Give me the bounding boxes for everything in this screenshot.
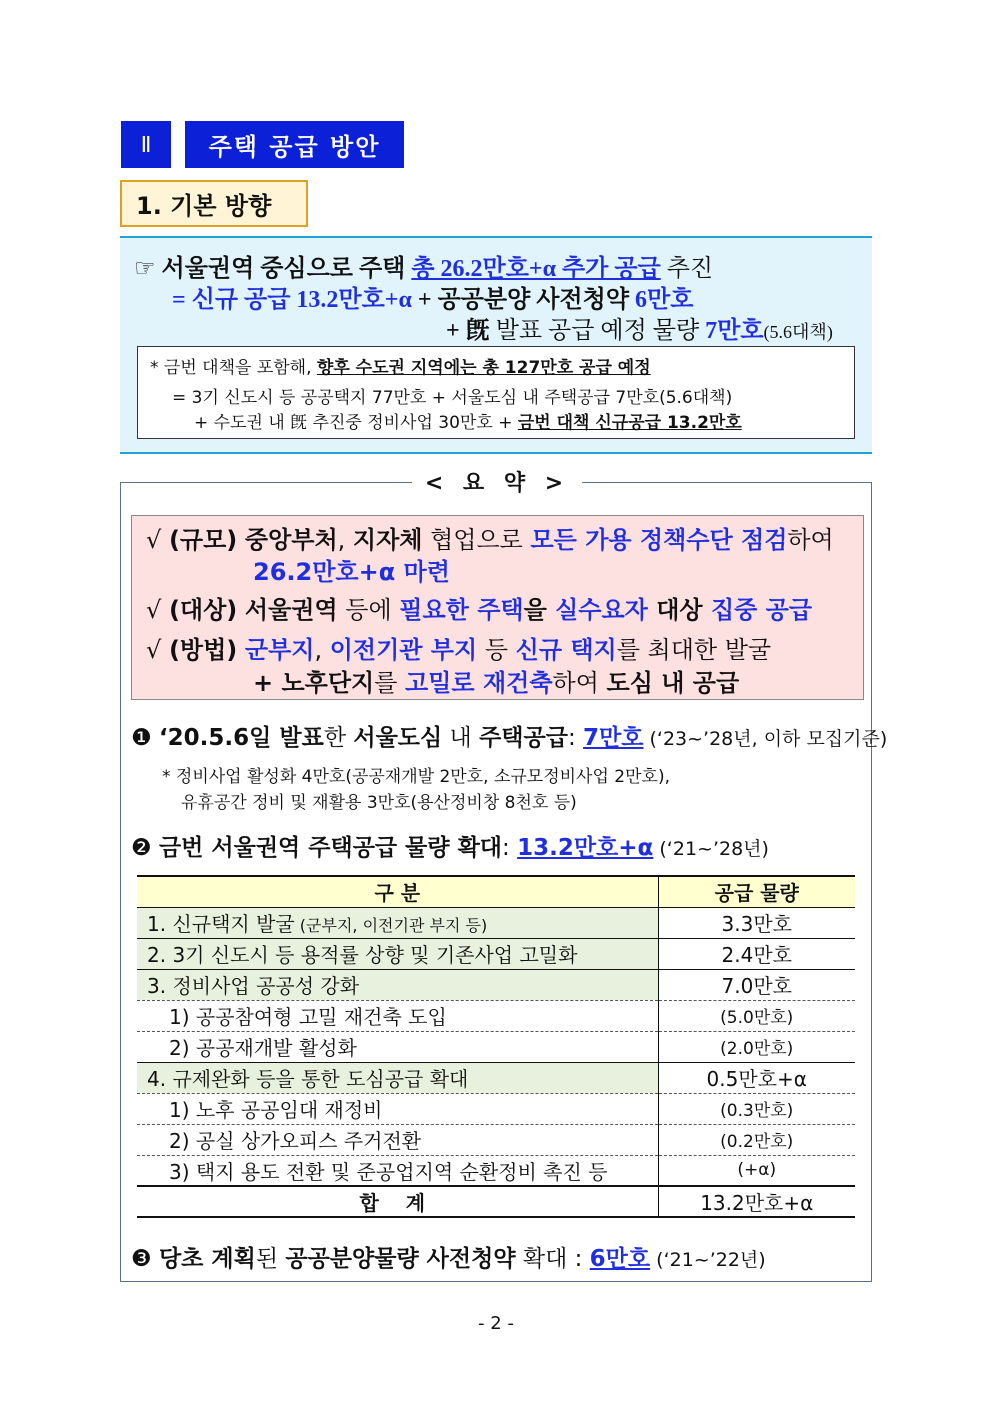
table-row — [137, 1124, 855, 1155]
row-value: (2.0만호) — [658, 1031, 855, 1062]
point-3: ❸ 당초 계획된 공공분양물량 사전청약 확대 : 6만호 (‘21~’22년) — [131, 1246, 766, 1272]
row-value: (0.3만호) — [658, 1093, 855, 1124]
note-line-2: = 3기 신도시 등 공공택지 77만호 + 서울도심 내 주택공급 7만호(5.6대책) — [172, 388, 733, 408]
row-value: 0.5만호+α — [658, 1062, 855, 1093]
overview-line-1: ☞ 서울권역 중심으로 주택 총 26.2만호+α 추가 공급 추진 — [134, 256, 714, 282]
total-supply-highlight: 총 26.2만호+α 추가 공급 — [411, 256, 661, 282]
row-label: 4. 규제완화 등을 통한 도심공급 확대 — [137, 1062, 658, 1093]
summary-title: < 요 약 > — [412, 466, 582, 497]
table-row — [137, 1031, 855, 1062]
summary-item-method-cont: + 노후단지를 고밀로 재건축하여 도심 내 공급 — [253, 669, 740, 697]
point-1-note-1: * 정비사업 활성화 4만호(공공재개발 2만호, 소규모정비사업 2만호), — [162, 767, 670, 787]
header-volume: 공급 물량 — [658, 876, 855, 907]
overview-line-3: + 旣 발표 공급 예정 물량 7만호(5.6대책) — [446, 318, 833, 344]
row-label: 3. 정비사업 공공성 강화 — [137, 969, 658, 1000]
summary-item-target: √ (대상) 서울권역 등에 필요한 주택을 실수요자 대상 집중 공급 — [146, 596, 813, 624]
row-label: 2) 공실 상가오피스 주거전환 — [137, 1124, 658, 1155]
summary-box — [131, 515, 864, 700]
pointer-icon: ☞ — [134, 256, 156, 282]
total-value: 13.2만호+α — [658, 1186, 855, 1217]
row-value: 2.4만호 — [658, 938, 855, 969]
note-line-3: + 수도권 내 旣 추진중 정비사업 30만호 + 금번 대책 신규공급 13.2만호 — [194, 413, 742, 433]
page-number: - 2 - — [478, 1313, 514, 1334]
row-label: 1. 신규택지 발굴 (군부지, 이전기관 부지 등) — [137, 907, 658, 938]
row-value: 3.3만호 — [658, 907, 855, 938]
note-box — [137, 346, 855, 439]
total-label: 합 계 — [137, 1186, 658, 1217]
table-header-row — [137, 876, 855, 907]
point-1: ❶ ‘20.5.6일 발표한 서울도심 내 주택공급: 7만호 (‘23~’28년, 이하 모집기준) — [131, 725, 888, 751]
row-value: (5.0만호) — [658, 1000, 855, 1031]
table-total-row — [137, 1186, 855, 1217]
section-number: Ⅱ — [121, 121, 171, 168]
header-category: 구 분 — [137, 876, 658, 907]
row-label: 1) 공공참여형 고밀 재건축 도입 — [137, 1000, 658, 1031]
row-value: (0.2만호) — [658, 1124, 855, 1155]
note-line-1: * 금번 대책을 포함해, 향후 수도권 지역에는 총 127만호 공급 예정 — [150, 358, 651, 378]
supply-table — [137, 875, 855, 1218]
row-value: (+α) — [658, 1155, 855, 1186]
subsection-title: 1. 기본 방향 — [120, 180, 308, 227]
table-row — [137, 1155, 855, 1186]
number-2-icon: ❷ — [131, 835, 152, 861]
row-label: 1) 노후 공공임대 재정비 — [137, 1093, 658, 1124]
table-row — [137, 1062, 855, 1093]
row-label: 3) 택지 용도 전환 및 준공업지역 순환정비 촉진 등 — [137, 1155, 658, 1186]
summary-item-method: √ (방법) 군부지, 이전기관 부지 등 신규 택지를 최대한 발굴 — [146, 636, 772, 664]
number-3-icon: ❸ — [131, 1246, 152, 1272]
summary-item-scale: √ (규모) 중앙부처, 지자체 협업으로 모든 가용 정책수단 점검하여 — [146, 526, 834, 554]
row-value: 7.0만호 — [658, 969, 855, 1000]
table-row — [137, 969, 855, 1000]
table-row — [137, 907, 855, 938]
section-title: 주택 공급 방안 — [185, 121, 404, 168]
number-1-icon: ❶ — [131, 725, 152, 751]
row-label: 2) 공공재개발 활성화 — [137, 1031, 658, 1062]
point-2: ❷ 금번 서울권역 주택공급 물량 확대: 13.2만호+α (‘21~’28년) — [131, 835, 769, 861]
overview-line-2: = 신규 공급 13.2만호+α + 공공분양 사전청약 6만호 — [172, 287, 694, 313]
table-row — [137, 1093, 855, 1124]
point-1-note-2: 유휴공간 정비 및 재활용 3만호(용산정비창 8천호 등) — [181, 793, 577, 813]
summary-item-scale-cont: 26.2만호+α 마련 — [253, 558, 450, 586]
table-row — [137, 938, 855, 969]
table-row — [137, 1000, 855, 1031]
row-label: 2. 3기 신도시 등 용적률 상향 및 기존사업 고밀화 — [137, 938, 658, 969]
